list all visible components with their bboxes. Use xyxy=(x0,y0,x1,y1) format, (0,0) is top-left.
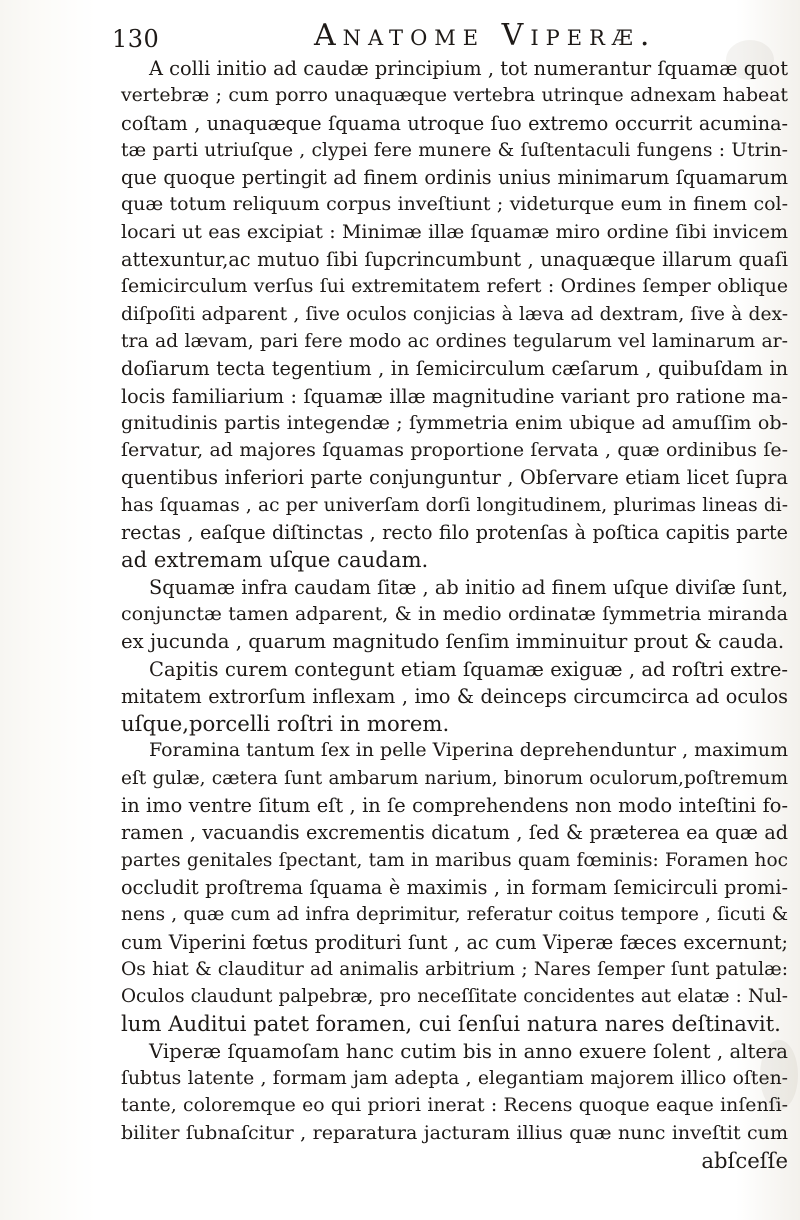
text-line: mitatem extrorſum inflexam , imo & deinceps circumcirca ad oculos xyxy=(121,684,788,708)
text-line: ramen , vacuandis excrementis dicatum , ſed & præterea ea quæ ad xyxy=(121,821,788,845)
text-line: conjunctæ tamen adparent, & in medio ordinatæ ſymmetria miranda xyxy=(121,602,788,625)
text-line: attexuntur,ac mutuo ſibi ſupcrincumbunt , unaquæque illarum quaſi xyxy=(121,248,788,272)
text-line: has ſquamas , ac per univerſam dorſi longitudinem, plurimas lineas di- xyxy=(121,494,788,516)
text-line: biliter ſubnaſcitur , reparatura jacturam illius quæ nunc inveſtit cum xyxy=(121,1121,788,1144)
text-line: A colli initio ad caudæ principium , tot numerantur ſquamæ quot xyxy=(149,57,788,80)
text-line: in imo ventre ſitum eſt , in ſe comprehendens non modo inteſtini fo- xyxy=(121,794,788,818)
text-line: Squamæ infra caudam ſitæ , ab initio ad finem uſque diviſæ ſunt, xyxy=(149,575,788,599)
text-line: ex jucunda , quarum magnitudo ſenſim imminuitur prout & cauda. xyxy=(121,630,785,654)
text-line: Viperæ ſquamoſam hanc cutim bis in anno exuere ſolent , altera xyxy=(149,1039,788,1063)
text-line: uſque,porcelli roſtri in morem. xyxy=(121,711,450,737)
text-line: que quoque pertingit ad finem ordinis unius minimarum ſquamarum xyxy=(121,166,788,190)
catchword: abſceſſe xyxy=(701,1147,788,1173)
text-line: ad extremam uſque caudam. xyxy=(121,547,429,573)
text-line: coſtam , unaquæque ſquama utroque ſuo extremo occurrit acumina- xyxy=(121,111,788,135)
text-line: vertebræ ; cum porro unaquæque vertebra utrinque adnexam habeat xyxy=(121,85,788,107)
text-line: Foramina tantum ſex in pelle Viperina deprehenduntur , maximum xyxy=(149,739,788,762)
text-line: Oculos claudunt palpebræ, pro neceſſitate concidentes aut elatæ : Nul- xyxy=(121,986,788,1008)
text-line: locis familiarium : ſquamæ illæ magnitudine variant pro ratione ma- xyxy=(121,384,788,408)
text-line: eſt gulæ, cætera ſunt ambarum narium, binorum oculorum,poſtremum xyxy=(121,767,788,789)
running-title: Anatome Viperæ. xyxy=(314,18,657,53)
text-line: rectas , eaſque diſtinctas , recto filo protenſas à poſtica capitis parte xyxy=(121,521,788,545)
text-line: quentibus inferiori parte conjunguntur , Obſervare etiam licet ſupra xyxy=(121,466,788,490)
text-line: doſiarum tecta tegentium , in ſemicirculum cæſarum , quibuſdam in xyxy=(121,357,788,381)
text-line: ſemicirculum verſus ſui extremitatem refert : Ordines ſemper oblique xyxy=(121,275,788,298)
body-text xyxy=(121,55,788,1174)
text-line: occludit proſtrema ſquama è maximis , in formam ſemicirculi promi- xyxy=(121,875,788,899)
text-line: locari ut eas excipiat : Minimæ illæ ſquamæ miro ordine ſibi invicem xyxy=(121,220,788,243)
text-line: nens , quæ cum ad infra deprimitur, referatur coitus tempore , ſicuti & xyxy=(121,904,788,926)
text-line: ſubtus latente , formam jam adepta , elegantiam majorem illico oſten- xyxy=(121,1067,788,1089)
text-line: gnitudinis partis integendæ ; ſymmetria enim ubique ad amuſſim ob- xyxy=(121,411,788,434)
text-line: lum Auditui patet foramen, cui ſenſui natura nares deſtinavit. xyxy=(121,1011,781,1037)
text-line: Os hiat & clauditur ad animalis arbitrium ; Nares ſemper ſunt patulæ: xyxy=(121,958,788,980)
text-line: partes genitales ſpectant, tam in maribus quam fœminis: Foramen hoc xyxy=(121,849,788,871)
text-line: Capitis curem contegunt etiam ſquamæ exiguæ , ad roſtri extre- xyxy=(149,657,788,681)
text-line: diſpoſiti adparent , ſive oculos conjicias à læva ad dextram, ſive à dex- xyxy=(121,303,788,325)
text-line: cum Viperini fœtus prodituri ſunt , ac cum Viperæ fæces excernunt; xyxy=(121,930,788,954)
text-line: tæ parti utriuſque , clypei fere munere & ſuſtentaculi fungens : Utrin- xyxy=(121,139,788,161)
text-line: quæ totum reliquum corpus inveſtiunt ; videturque eum in finem col- xyxy=(121,193,788,216)
page-number: 130 xyxy=(112,25,160,53)
text-line: ſervatur, ad majores ſquamas proportione ſervata , quæ ordinibus ſe- xyxy=(121,439,788,462)
text-line: tra ad lævam, pari fere modo ac ordines tegularum vel laminarum ar- xyxy=(121,330,788,352)
text-line: tante, coloremque eo qui priori inerat : Recens quoque eaque inſenſi- xyxy=(121,1094,788,1117)
